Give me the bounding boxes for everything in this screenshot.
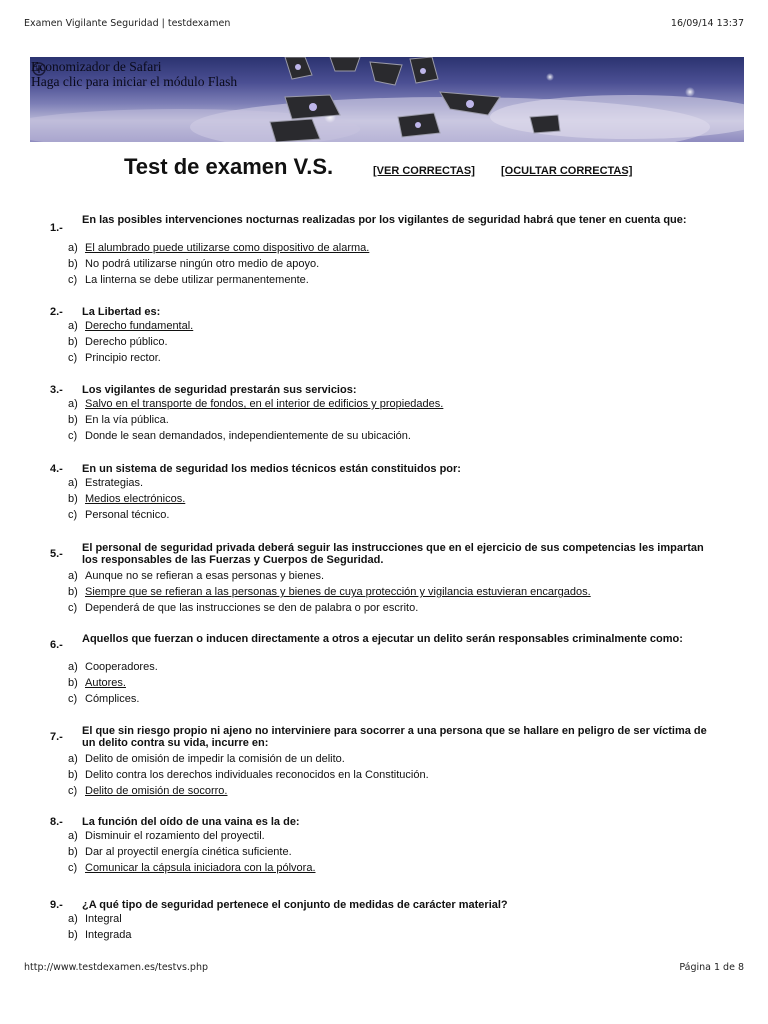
question-number: 5.- bbox=[50, 548, 63, 560]
question-block bbox=[50, 463, 720, 525]
question-number: 4.- bbox=[50, 463, 63, 475]
question-block bbox=[50, 725, 720, 801]
question-block bbox=[50, 899, 720, 945]
question-block bbox=[50, 306, 720, 368]
question-block bbox=[50, 214, 720, 290]
question-text: ¿A qué tipo de seguridad pertenece el conjunto de medidas de carácter material? bbox=[82, 899, 508, 911]
option-letter: c) bbox=[68, 602, 78, 614]
option-letter: c) bbox=[68, 693, 78, 705]
option-text: La linterna se debe utilizar permanentemente. bbox=[85, 274, 309, 286]
option-text: Donde le sean demandados, independientemente de su ubicación. bbox=[85, 430, 411, 442]
page-title: Test de examen V.S. bbox=[124, 154, 334, 179]
option-text: Dependerá de que las instrucciones se den de palabra o por escrito. bbox=[85, 602, 419, 614]
option-letter: a) bbox=[68, 570, 78, 582]
option-letter: a) bbox=[68, 320, 78, 332]
print-header bbox=[24, 18, 744, 32]
option-letter: a) bbox=[68, 753, 78, 765]
option-text-correct: Autores. bbox=[85, 677, 126, 689]
option-letter: c) bbox=[68, 785, 78, 797]
option-text: En la vía pública. bbox=[85, 414, 169, 426]
question-number: 1.- bbox=[50, 222, 63, 234]
option-letter: c) bbox=[68, 509, 78, 521]
option-text-correct: El alumbrado puede utilizarse como dispositivo de alarma. bbox=[85, 242, 370, 254]
question-text: En las posibles intervenciones nocturnas realizadas por los vigilantes de seguridad habrá que tener en cuenta que: bbox=[82, 214, 687, 226]
option-letter: b) bbox=[68, 493, 78, 505]
option-letter: c) bbox=[68, 430, 78, 442]
question-text: El personal de seguridad privada deberá seguir las instrucciones que en el ejercicio de sus competencias les impartan los responsables de las Fuerzas y Cuerpos de Seguridad. bbox=[82, 542, 704, 566]
option-text: Delito de omisión de impedir la comisión de un delito. bbox=[85, 753, 345, 765]
option-text: No podrá utilizarse ningún otro medio de apoyo. bbox=[85, 258, 320, 270]
question-text: El que sin riesgo propio ni ajeno no interviniere para socorrer a una persona que se hallare en peligro de ser víctima de un delito contra su vida, incurre en: bbox=[82, 725, 707, 749]
document-title: Examen Vigilante Seguridad | testdexamen bbox=[24, 18, 231, 29]
question-text: En un sistema de seguridad los medios técnicos están constituidos por: bbox=[82, 463, 461, 475]
option-text: Delito contra los derechos individuales reconocidos en la Constitución. bbox=[85, 769, 429, 781]
flash-line-2: Haga clic para iniciar el módulo Flash bbox=[31, 74, 238, 89]
option-text: Personal técnico. bbox=[85, 509, 170, 521]
question-number: 8.- bbox=[50, 816, 63, 828]
option-letter: a) bbox=[68, 477, 78, 489]
option-letter: a) bbox=[68, 661, 78, 673]
show-correct-link[interactable]: [VER CORRECTAS] bbox=[373, 165, 475, 177]
question-text: La función del oído de una vaina es la de: bbox=[82, 816, 300, 828]
option-letter: a) bbox=[68, 830, 78, 842]
print-datetime: 16/09/14 13:37 bbox=[670, 18, 744, 29]
page-number: Página 1 de 8 bbox=[679, 962, 744, 973]
option-letter: c) bbox=[68, 274, 78, 286]
option-text: Derecho público. bbox=[85, 336, 168, 348]
option-text: Principio rector. bbox=[85, 352, 161, 364]
option-text-correct: Comunicar la cápsula iniciadora con la pólvora. bbox=[85, 862, 316, 874]
flash-placeholder-text[interactable] bbox=[31, 59, 237, 89]
option-letter: a) bbox=[68, 398, 78, 410]
question-text: La Libertad es: bbox=[82, 306, 161, 318]
flash-banner[interactable] bbox=[30, 57, 744, 142]
hide-correct-link[interactable]: [OCULTAR CORRECTAS] bbox=[501, 165, 633, 177]
question-number: 9.- bbox=[50, 899, 63, 911]
option-letter: b) bbox=[68, 846, 78, 858]
question-number: 6.- bbox=[50, 639, 63, 651]
option-letter: b) bbox=[68, 258, 78, 270]
option-letter: b) bbox=[68, 414, 78, 426]
option-text: Disminuir el rozamiento del proyectil. bbox=[85, 830, 265, 842]
question-block bbox=[50, 384, 720, 446]
option-letter: b) bbox=[68, 336, 78, 348]
option-text: Aunque no se refieran a esas personas y bienes. bbox=[85, 570, 325, 582]
option-letter: b) bbox=[68, 677, 78, 689]
option-text-correct: Derecho fundamental. bbox=[85, 320, 194, 332]
question-number: 3.- bbox=[50, 384, 63, 396]
question-block bbox=[50, 816, 720, 878]
option-letter: a) bbox=[68, 913, 78, 925]
option-text: Dar al proyectil energía cinética suficiente. bbox=[85, 846, 292, 858]
option-text-correct: Siempre que se refieran a las personas y bienes de cuya protección y vigilancia estuvieran encargados. bbox=[85, 586, 591, 598]
option-letter: c) bbox=[68, 352, 78, 364]
option-letter: b) bbox=[68, 929, 78, 941]
option-text: Estrategias. bbox=[85, 477, 144, 489]
option-text-correct: Medios electrónicos. bbox=[85, 493, 186, 505]
flash-line-1: Economizador de Safari bbox=[31, 59, 162, 74]
question-number: 2.- bbox=[50, 306, 63, 318]
question-block bbox=[50, 633, 720, 709]
print-footer bbox=[24, 962, 744, 976]
option-letter: b) bbox=[68, 586, 78, 598]
option-text: Cooperadores. bbox=[85, 661, 158, 673]
option-text: Integrada bbox=[85, 929, 132, 941]
question-text: Los vigilantes de seguridad prestarán sus servicios: bbox=[82, 384, 357, 396]
option-letter: c) bbox=[68, 862, 78, 874]
question-block bbox=[50, 542, 720, 618]
option-text: Cómplices. bbox=[85, 693, 140, 705]
option-text-correct: Delito de omisión de socorro. bbox=[85, 785, 228, 797]
page-url: http://www.testdexamen.es/testvs.php bbox=[24, 962, 209, 973]
option-letter: b) bbox=[68, 769, 78, 781]
option-text-correct: Salvo en el transporte de fondos, en el interior de edificios y propiedades. bbox=[85, 398, 444, 410]
option-letter: a) bbox=[68, 242, 78, 254]
question-text: Aquellos que fuerzan o inducen directamente a otros a ejecutar un delito serán responsables criminalmente como: bbox=[82, 633, 683, 645]
option-text: Integral bbox=[85, 913, 122, 925]
question-number: 7.- bbox=[50, 731, 63, 743]
